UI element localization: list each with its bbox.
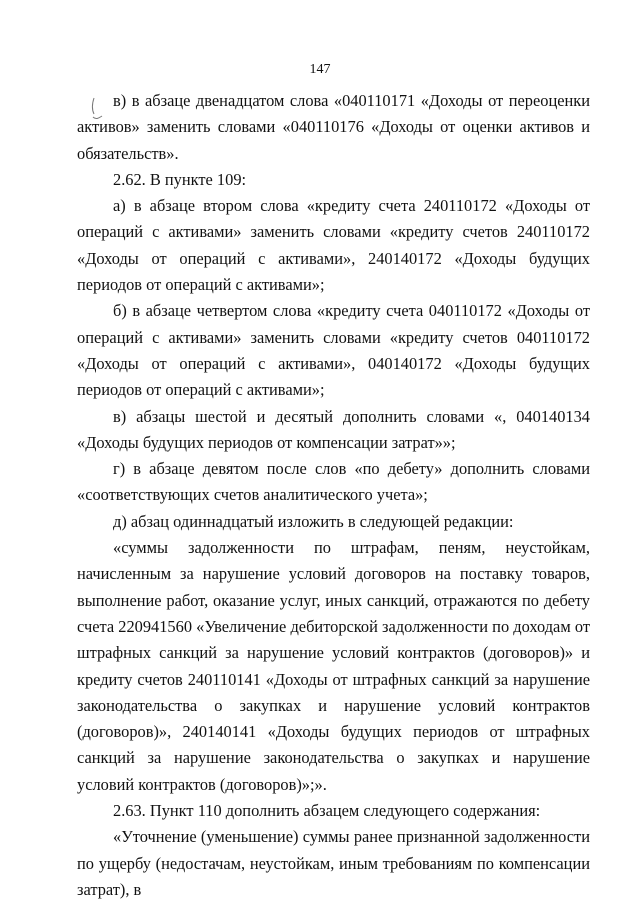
paragraph-v: в) абзацы шестой и десятый дополнить словами «, 040140134 «Доходы будущих периодов от компенсации затрат»»; <box>77 406 590 452</box>
paragraph-clarification: «Уточнение (уменьшение) суммы ранее признанной задолженности по ущербу (недостачам, неустойкам, иным требованиям по компенсации затрат), в <box>77 827 590 899</box>
paragraph-2-62-heading: 2.62. В пункте 109: <box>113 169 247 189</box>
paragraph-g: г) в абзаце девятом после слов «по дебету» дополнить словами «соответствующих счетов аналитического учета»; <box>77 459 590 505</box>
paragraph-d: д) абзац одиннадцатый изложить в следующей редакции: <box>113 511 514 531</box>
paragraph-a: а) в абзаце втором слова «кредиту счета 240110172 «Доходы от операций с активами» заменить словами «кредиту счетов 240110172 «Доходы от операций с активами», 240140172 «Доходы будущих периодов от операций с активами»; <box>77 196 590 295</box>
page-number: 147 <box>309 62 331 77</box>
paragraph-b: б) в абзаце четвертом слова «кредиту счета 040110172 «Доходы от операций с активами» заменить словами «кредиту счетов 040110172 «Доходы от операций с активами», 040140172 «Доходы будущих периодов от операций с активами»; <box>77 301 590 400</box>
paragraph-2-63-heading: 2.63. Пункт 110 дополнить абзацем следующего содержания: <box>113 801 541 821</box>
paragraph-v-assets: в) в абзаце двенадцатом слова «040110171 «Доходы от переоценки активов» заменить словами «040110176 «Доходы от оценки активов и обязательств». <box>77 91 590 163</box>
document-body <box>77 88 590 903</box>
paragraph-quoted-amendment: «суммы задолженности по штрафам, пеням, неустойкам, начисленным за нарушение условий договоров на поставку товаров, выполнение работ, оказание услуг, иных санкций, отражаются по дебету счета 220941560 «Увеличение дебиторской задолженности по доходам от штрафных санкций за нарушение условий контрактов (договоров)» и кредиту счетов 240110141 «Доходы от штрафных санкций за нарушение законодательства о закупках и нарушение условий контрактов (договоров)», 240140141 «Доходы будущих периодов от штрафных санкций за нарушение законодательства о закупках и нарушение условий контрактов (договоров)»;». <box>77 538 590 794</box>
